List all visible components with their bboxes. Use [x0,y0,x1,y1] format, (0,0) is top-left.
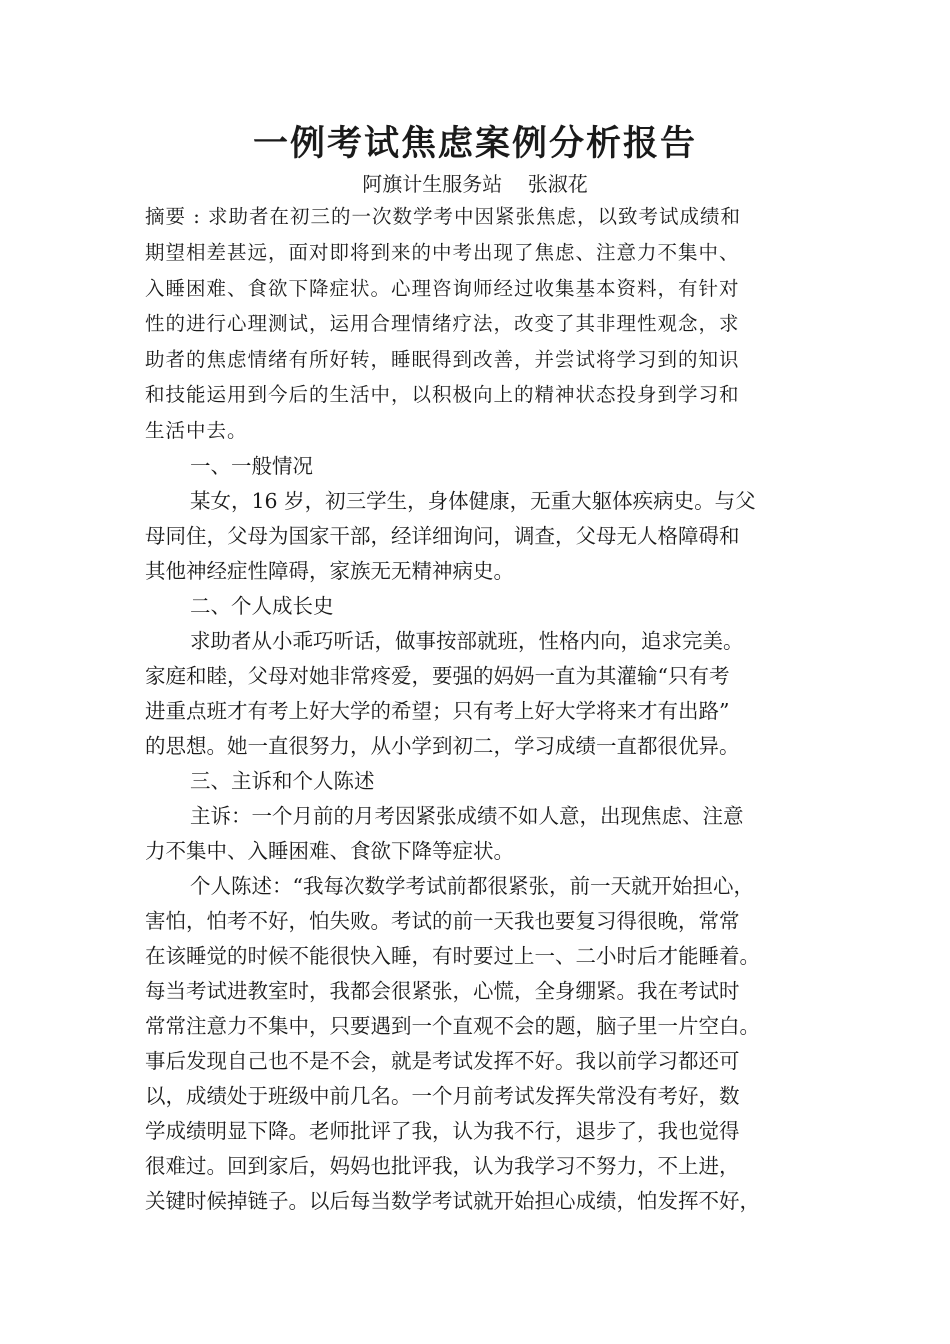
paragraph-line: 家庭和睦，父母对她非常疼爱，要强的妈妈一直为其灌输“只有考 [145,664,730,688]
paragraph-line: 每当考试进教室时，我都会很紧张，心慌，全身绷紧。我在考试时 [145,979,740,1003]
paragraph-line: 某女，16 岁，初三学生，身体健康，无重大躯体疾病史。与父 [190,489,756,513]
abstract-line: 助者的焦虑情绪有所好转，睡眠得到改善，并尝试将学习到的知识 [145,348,740,371]
document-title: 一例考试焦虑案例分析报告 [252,124,697,164]
paragraph-line: 关键时候掉链子。以后每当数学考试就开始担心成绩，怕发挥不好， [145,1189,760,1213]
paragraph-line: 进重点班才有考上好大学的希望；只有考上好大学将来才有出路” [145,699,730,723]
paragraph-line: 学成绩明显下降。老师批评了我，认为我不行，退步了，我也觉得 [145,1119,740,1143]
section-heading-complaint: 三、主诉和个人陈述 [190,769,375,793]
author-line: 阿旗计生服务站 张淑花 [362,172,588,196]
paragraph-line: 母同住，父母为国家干部，经详细询问，调查，父母无人格障碍和 [145,524,740,548]
paragraph-line: 害怕，怕考不好，怕失败。考试的前一天我也要复习得很晚，常常 [145,909,740,933]
abstract-line: 摘要 : 求助者在初三的一次数学考中因紧张焦虑，以致考试成绩和 [145,205,741,228]
paragraph-line: 其他神经症性障碍，家族无无精神病史。 [145,559,514,583]
abstract-line: 期望相差甚远，面对即将到来的中考出现了焦虑、注意力不集中、 [145,241,740,264]
paragraph-line: 主诉：一个月前的月考因紧张成绩不如人意，出现焦虑、注意 [190,804,744,828]
paragraph-line: 很难过。回到家后，妈妈也批评我，认为我学习不努力，不上进， [145,1154,740,1178]
paragraph-line: 在该睡觉的时候不能很快入睡，有时要过上一、二小时后才能睡着。 [145,944,760,968]
paragraph-line: 的思想。她一直很努力，从小学到初二，学习成绩一直都很优异。 [145,734,740,758]
paragraph-line: 事后发现自己也不是不会，就是考试发挥不好。我以前学习都还可 [145,1049,740,1073]
paragraph-line: 个人陈述：“我每次数学考试前都很紧张，前一天就开始担心， [190,874,754,898]
paragraph-line: 求助者从小乖巧听话，做事按部就班，性格内向，追求完美。 [190,629,744,653]
abstract-line: 入睡困难、食欲下降症状。心理咨询师经过收集基本资料，有针对 [145,277,740,300]
section-heading-general: 一、一般情况 [190,454,313,478]
section-heading-growth: 二、个人成长史 [190,594,334,618]
abstract-line: 和技能运用到今后的生活中，以积极向上的精神状态投身到学习和 [145,383,740,406]
paragraph-line: 常常注意力不集中，只要遇到一个直观不会的题，脑子里一片空白。 [145,1014,760,1038]
paragraph-line: 以，成绩处于班级中前几名。一个月前考试发挥失常没有考好，数 [145,1084,740,1108]
paragraph-line: 力不集中、入睡困难、食欲下降等症状。 [145,839,514,863]
abstract-line: 性的进行心理测试，运用合理情绪疗法，改变了其非理性观念，求 [145,312,740,335]
abstract-line: 生活中去。 [145,419,248,442]
